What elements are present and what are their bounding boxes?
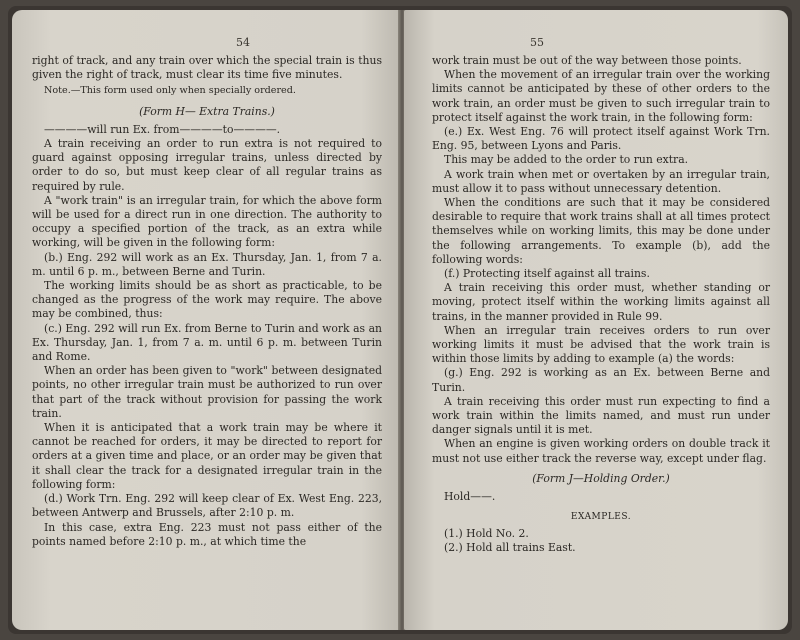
example-d: (d.) Work Trn. Eng. 292 will keep clear of Ex. West Eng. 223, between Antwerp and Brussels, after 2:10 p. m. [32,492,382,520]
page-number-right: 55 [530,36,544,49]
paragraph: When an engine is given working orders on double track it must not use either track the reverse way, except under flag. [432,437,770,465]
paragraph: When the conditions are such that it may be considered desirable to require that work trains shall at all times protect themselves while on working limits, this may be done under the following arrangements. To example (b), add the following words: [432,196,770,266]
page-number-left: 54 [236,36,250,49]
paragraph: work train must be out of the way between those points. [432,54,742,67]
examples-heading: EXAMPLES. [570,512,632,523]
paragraph: When an irregular train receives orders to run over working limits it must be advised that the work train is within those limits by adding to example (a) the words: [432,323,770,366]
paragraph: This may be added to the order to run extra. [444,153,689,167]
open-book [8,6,792,634]
paragraph: right of track, and any train over which the special train is thus given the right of track, must clear its time five minutes. [32,54,382,82]
left-page [12,10,400,630]
paragraph: A work train when met or overtaken by an irregular train, must allow it to pass without unnecessary detention. [432,167,770,195]
example-c: (c.) Eng. 292 will run Ex. from Berne to Turin and work as an Ex. Thursday, Jan. 1, from 7 a. m. until 6 p. m. between Turin and Rome. [32,321,382,364]
example-2: (2.) Hold all trains East. [444,540,576,554]
paragraph: A "work train" is an irregular train, for which the above form will be used for a direct run in one direction. The authority to occupy a specified portion of the track, as an extra while working, will be given in the following form: [32,193,382,250]
example-e: (e.) Ex. West Eng. 76 will protect itself against Work Trn. Eng. 95, between Lyons and Paris. [432,125,770,153]
form-h-heading: (Form H— Extra Trains.) [139,104,275,118]
right-page-text [432,54,770,555]
example-b: (b.) Eng. 292 will work as an Ex. Thursday, Jan. 1, from 7 a. m. until 6 p. m., between Berne and Turin. [32,250,382,278]
example-1: (1.) Hold No. 2. [444,526,529,540]
paragraph: A train receiving an order to run extra is not required to guard against opposing irregular trains, unless directed by order to do so, but must keep clear of all regular trains as required by rule. [32,137,382,193]
paragraph: When an order has been given to "work" between designated points, no other irregular train must be authorized to run over that part of the track without provision for passing the work train. [32,364,382,420]
example-g: (g.) Eng. 292 is working as an Ex. between Berne and Turin. [432,366,770,394]
form-h-template: ————will run Ex. from————to————. [44,122,281,136]
right-page [404,10,788,630]
paragraph: In this case, extra Eng. 223 must not pass either of the points named before 2:10 p. m., at which time the [32,520,382,548]
example-f: (f.) Protecting itself against all trains. [444,267,650,281]
form-j-template: Hold——. [444,490,496,504]
paragraph: When the movement of an irregular train over the working limits cannot be anticipated by these of other orders to the work train, an order must be given to such irregular train to protect itself against the work train, in the following form: [432,68,770,124]
note: Note.—This form used only when specially ordered. [44,85,296,97]
paragraph: A train receiving this order must, whether standing or moving, protect itself within the working limits against all trains, in the manner provided in Rule 99. [432,281,770,323]
paragraph: When it is anticipated that a work train may be where it cannot be reached for orders, it may be directed to report for orders at a given time and place, or an order may be given that it shall clear the track for a designated irregular train in the following form: [32,421,382,491]
left-page-text [32,54,382,549]
form-j-heading: (Form J—Holding Order.) [532,471,670,485]
paragraph: A train receiving this order must run expecting to find a work train within the limits named, and must run under danger signals until it is met. [432,394,770,437]
paragraph: The working limits should be as short as practicable, to be changed as the progress of the work may require. The above may be combined, thus: [32,279,382,321]
